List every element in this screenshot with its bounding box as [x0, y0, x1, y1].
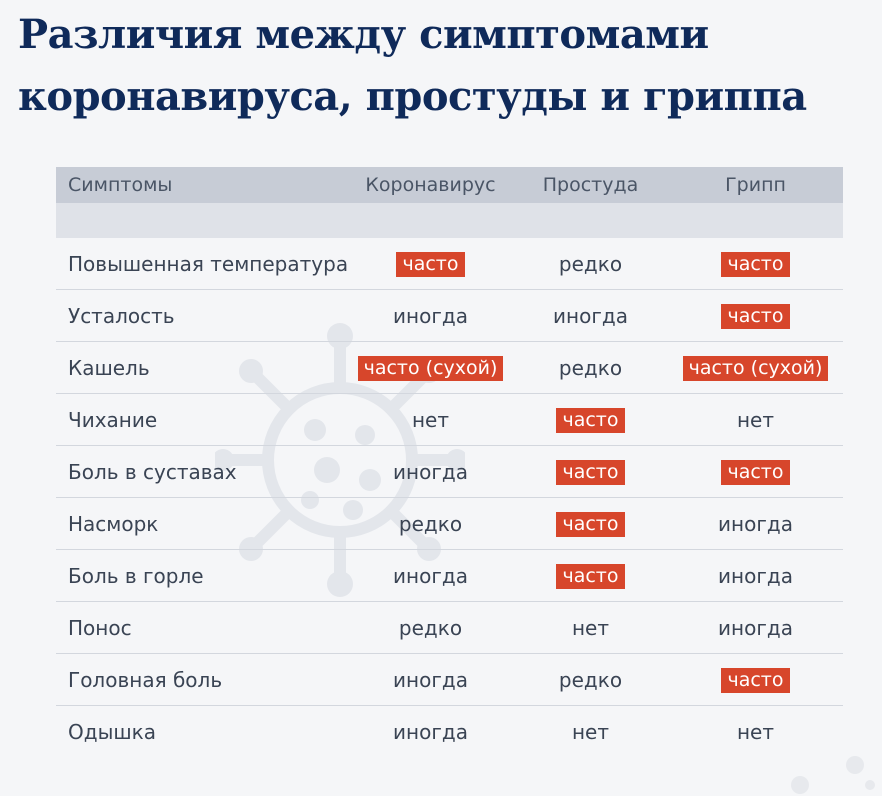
table-body — [56, 238, 843, 757]
frequency-badge: часто — [556, 512, 624, 537]
frequency-badge: часто — [721, 668, 789, 693]
cold-cell — [513, 720, 668, 744]
table-header — [56, 167, 843, 203]
flu-cell — [668, 616, 843, 640]
table-row — [56, 706, 843, 757]
cold-cell — [513, 511, 668, 537]
cold-cell — [513, 252, 668, 276]
symptom-label: Боль в суставах — [68, 459, 237, 484]
frequency-text: редко — [398, 615, 463, 640]
table-row — [56, 550, 843, 602]
frequency-badge: часто — [556, 408, 624, 433]
frequency-text: иногда — [718, 563, 793, 588]
table-row — [56, 238, 843, 290]
frequency-badge: часто — [721, 460, 789, 485]
symptom-label: Насморк — [68, 511, 159, 536]
symptom-label: Кашель — [68, 355, 150, 380]
frequency-text: иногда — [393, 303, 468, 328]
cold-cell — [513, 304, 668, 328]
frequency-badge: часто — [721, 304, 789, 329]
symptom-label: Одышка — [68, 719, 156, 744]
symptoms-table — [56, 167, 843, 757]
header-cold: Простуда — [542, 174, 639, 196]
coronavirus-cell — [348, 512, 513, 536]
virus-corner-icon — [770, 755, 880, 796]
frequency-text: иногда — [393, 563, 468, 588]
frequency-text: иногда — [393, 459, 468, 484]
symptom-label: Головная боль — [68, 667, 223, 692]
frequency-text: нет — [736, 719, 775, 744]
frequency-badge: часто — [396, 252, 464, 277]
flu-cell — [668, 408, 843, 432]
cold-cell — [513, 616, 668, 640]
symptom-label: Боль в горле — [68, 563, 204, 588]
frequency-text: иногда — [718, 615, 793, 640]
symptom-label: Чихание — [68, 407, 158, 432]
table-subheader — [56, 203, 843, 238]
title-line-1: Различия между симптомами — [18, 11, 709, 58]
flu-cell — [668, 355, 843, 381]
coronavirus-cell — [348, 668, 513, 692]
frequency-text: редко — [558, 251, 623, 276]
flu-cell — [668, 564, 843, 588]
frequency-text: редко — [558, 355, 623, 380]
page-title — [18, 4, 868, 128]
flu-cell — [668, 251, 843, 277]
coronavirus-cell — [348, 304, 513, 328]
table-row — [56, 394, 843, 446]
frequency-badge: часто — [556, 460, 624, 485]
frequency-text: нет — [736, 407, 775, 432]
frequency-text: иногда — [718, 511, 793, 536]
cold-cell — [513, 356, 668, 380]
frequency-text: нет — [411, 407, 450, 432]
frequency-badge: часто — [721, 252, 789, 277]
cold-cell — [513, 563, 668, 589]
header-flu: Грипп — [725, 174, 786, 196]
flu-cell — [668, 512, 843, 536]
frequency-text: иногда — [553, 303, 628, 328]
cold-cell — [513, 459, 668, 485]
frequency-text: нет — [571, 615, 610, 640]
flu-cell — [668, 720, 843, 744]
coronavirus-cell — [348, 616, 513, 640]
coronavirus-cell — [348, 564, 513, 588]
table-row — [56, 498, 843, 550]
table-row — [56, 654, 843, 706]
coronavirus-cell — [348, 460, 513, 484]
cold-cell — [513, 668, 668, 692]
title-line-2: коронавируса, простуды и гриппа — [18, 73, 807, 120]
symptom-label: Усталость — [68, 303, 175, 328]
flu-cell — [668, 667, 843, 693]
table-row — [56, 290, 843, 342]
frequency-text: иногда — [393, 667, 468, 692]
table-row — [56, 602, 843, 654]
coronavirus-cell — [348, 720, 513, 744]
table-row — [56, 446, 843, 498]
frequency-text: редко — [558, 667, 623, 692]
frequency-text: иногда — [393, 719, 468, 744]
coronavirus-cell — [348, 251, 513, 277]
flu-cell — [668, 459, 843, 485]
frequency-badge: часто (сухой) — [683, 356, 829, 381]
flu-cell — [668, 303, 843, 329]
symptom-label: Понос — [68, 615, 132, 640]
coronavirus-cell — [348, 408, 513, 432]
symptom-label: Повышенная температура — [68, 251, 349, 276]
header-symptoms: Симптомы — [68, 174, 173, 196]
table-row — [56, 342, 843, 394]
frequency-badge: часто — [556, 564, 624, 589]
frequency-text: нет — [571, 719, 610, 744]
coronavirus-cell — [348, 355, 513, 381]
frequency-badge: часто (сухой) — [358, 356, 504, 381]
header-coronavirus: Коронавирус — [365, 174, 496, 196]
frequency-text: редко — [398, 511, 463, 536]
cold-cell — [513, 407, 668, 433]
